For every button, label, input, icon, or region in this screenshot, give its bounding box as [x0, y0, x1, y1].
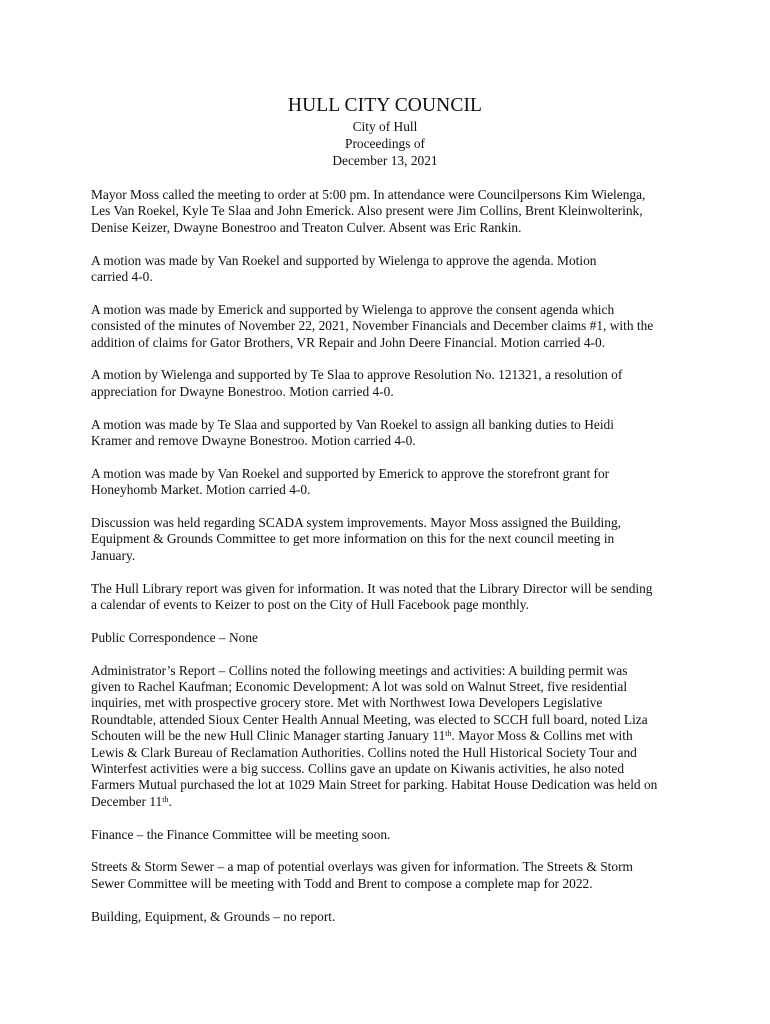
text-line: Public Correspondence – None	[91, 629, 258, 645]
text-line: a calendar of events to Keizer to post on the City of Hull Facebook page monthly.	[91, 597, 529, 613]
paragraph-agenda-motion	[91, 253, 691, 286]
text-line: Honeyhomb Market. Motion carried 4-0.	[91, 482, 311, 498]
text-line: Roundtable, attended Sioux Center Health Annual Meeting, was elected to SCCH full board, noted Liza	[91, 711, 648, 727]
text-line: A motion was made by Van Roekel and supported by Wielenga to approve the agenda. Motion	[91, 252, 597, 268]
paragraph-banking-motion	[91, 417, 691, 450]
text-line-tail: . Mayor Moss & Collins met with	[451, 728, 633, 744]
city-name: City of Hull	[352, 119, 418, 134]
document-header	[0, 94, 770, 169]
text-line: Denise Keizer, Dwayne Bonestroo and Treaton Culver. Absent was Eric Rankin.	[91, 219, 522, 235]
text-line: A motion was made by Van Roekel and supported by Emerick to approve the storefront grant for	[91, 465, 610, 481]
paragraph-consent-agenda-motion	[91, 302, 691, 351]
text-line: Lewis & Clark Bureau of Reclamation Authorities. Collins noted the Hull Historical Society Tour and	[91, 744, 637, 760]
paragraph-scada-discussion	[91, 515, 691, 564]
text-line: A motion by Wielenga and supported by Te Slaa to approve Resolution No. 121321, a resolution of	[91, 367, 623, 383]
text-line: Discussion was held regarding SCADA system improvements. Mayor Moss assigned the Building,	[91, 515, 622, 531]
text-line: Winterfest activities were a big success. Collins gave an update on Kiwanis activities, he also noted	[91, 761, 625, 777]
ordinal-superscript: th	[162, 794, 169, 804]
paragraph-library-report	[91, 581, 691, 614]
text-line: Streets & Storm Sewer – a map of potential overlays was given for information. The Streets & Storm	[91, 859, 633, 875]
text-line: Building, Equipment, & Grounds – no report.	[91, 908, 336, 924]
paragraph-building-equipment-grounds	[91, 909, 691, 925]
text-line: Kramer and remove Dwayne Bonestroo. Motion carried 4-0.	[91, 433, 416, 449]
text-line-tail: .	[168, 793, 172, 809]
paragraph-resolution-motion	[91, 367, 691, 400]
paragraph-public-correspondence	[91, 630, 691, 646]
meeting-date: December 13, 2021	[332, 153, 438, 168]
text-line: Equipment & Grounds Committee to get more information on this for the next council meeting in	[91, 531, 615, 547]
text-line: Finance – the Finance Committee will be meeting soon.	[91, 826, 391, 842]
text-line: The Hull Library report was given for information. It was noted that the Library Director will be sending	[91, 580, 653, 596]
paragraph-storefront-grant-motion	[91, 466, 691, 499]
text-line: A motion was made by Te Slaa and supported by Van Roekel to assign all banking duties to Heidi	[91, 416, 614, 432]
paragraph-call-to-order	[91, 187, 691, 236]
text-line: Farmers Mutual purchased the lot at 1029 Main Street for parking. Habitat House Dedication was held on	[91, 777, 658, 793]
text-line: Les Van Roekel, Kyle Te Slaa and John Emerick. Also present were Jim Collins, Brent Kleinwolterink,	[91, 203, 643, 219]
paragraph-finance	[91, 827, 691, 843]
text-line: Mayor Moss called the meeting to order at 5:00 pm. In attendance were Councilpersons Kim Wielenga,	[91, 187, 646, 202]
minutes-body	[91, 187, 691, 941]
text-line: appreciation for Dwayne Bonestroo. Motion carried 4-0.	[91, 383, 394, 399]
text-line: A motion was made by Emerick and supported by Wielenga to approve the consent agenda which	[91, 301, 615, 317]
paragraph-administrator-report	[91, 663, 691, 811]
text-line: inquiries, met with prospective grocery store. Met with Northwest Iowa Developers Legislative	[91, 695, 603, 711]
text-line: Schouten will be the new Hull Clinic Manager starting January 11	[91, 728, 446, 744]
text-line: December 11	[91, 793, 163, 809]
proceedings-label: Proceedings of	[345, 136, 425, 151]
text-line: consisted of the minutes of November 22, 2021, November Financials and December claims #1, with the	[91, 318, 654, 334]
text-line: Sewer Committee will be meeting with Todd and Brent to compose a complete map for 2022.	[91, 875, 593, 891]
council-title: HULL CITY COUNCIL	[287, 95, 483, 116]
text-line: January.	[91, 547, 136, 563]
text-line: addition of claims for Gator Brothers, VR Repair and John Deere Financial. Motion carried 4-0.	[91, 334, 606, 350]
text-line: given to Rachel Kaufman; Economic Development: A lot was sold on Walnut Street, five residential	[91, 679, 628, 695]
text-line: carried 4-0.	[91, 269, 153, 285]
text-line: Administrator’s Report – Collins noted the following meetings and activities: A building permit was	[91, 662, 628, 678]
paragraph-streets-storm-sewer	[91, 859, 691, 892]
ordinal-superscript: th	[445, 729, 452, 739]
